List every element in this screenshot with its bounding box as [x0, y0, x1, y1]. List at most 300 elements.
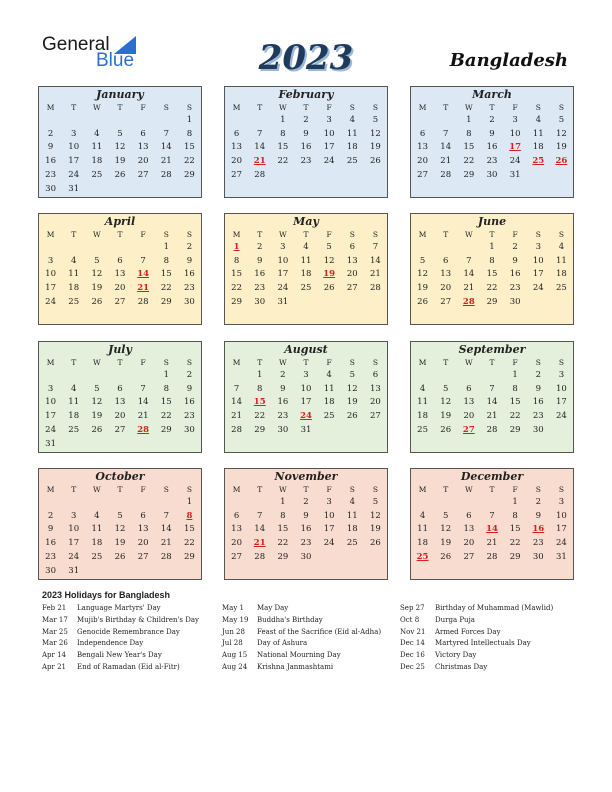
weekday-header: W [92, 229, 101, 239]
weekday-header: T [71, 357, 77, 367]
month-name: March [472, 88, 512, 101]
month-may [224, 213, 388, 325]
holiday-row [222, 616, 381, 628]
weekday-header: M [46, 102, 55, 112]
day-cell: 28 [231, 425, 242, 436]
day-cell: 31 [509, 170, 521, 181]
day-cell: 11 [346, 128, 358, 139]
day-cell: 16 [486, 142, 498, 153]
day-cell: 5 [419, 255, 426, 266]
day-cell: 21 [160, 538, 172, 549]
day-cell: 6 [233, 510, 240, 521]
day-cell: 16 [532, 397, 544, 408]
day-cell: 4 [558, 241, 565, 252]
day-cell: 17 [323, 142, 335, 153]
holiday-date: Dec 25 [400, 662, 425, 671]
day-cell: 11 [346, 510, 358, 521]
day-cell: 31 [300, 425, 312, 436]
day-cell: 2 [303, 496, 309, 507]
weekday-header: T [303, 484, 309, 494]
day-cell: 7 [443, 128, 449, 139]
holiday-name: May Day [257, 604, 289, 612]
holiday-row [222, 651, 381, 663]
day-cell: 19 [114, 538, 126, 549]
day-cell: 31 [556, 552, 567, 563]
holiday-row [222, 628, 381, 640]
day-cell: 16 [254, 269, 266, 280]
day-cell: 5 [94, 383, 100, 394]
holiday-date: Sep 27 [400, 604, 425, 612]
day-cell: 12 [370, 128, 381, 139]
weekday-header: T [257, 102, 263, 112]
day-cell: 22 [254, 411, 266, 422]
weekday-header: W [278, 357, 287, 367]
day-cell: 4 [535, 114, 541, 125]
day-cell: 2 [186, 369, 193, 380]
weekday-header: W [92, 357, 101, 367]
day-cell: 2 [47, 128, 54, 139]
day-cell: 5 [372, 114, 379, 125]
weekday-header: T [257, 229, 263, 239]
day-cell: 23 [45, 552, 56, 563]
day-cell: 26 [91, 425, 103, 436]
holiday-name: Buddha's Birthday [257, 615, 323, 624]
holiday-name: Durga Puja [435, 615, 475, 624]
holiday-date: Apr 21 [42, 662, 67, 671]
day-cell: 24 [532, 283, 544, 294]
weekday-header: T [117, 357, 123, 367]
day-cell: 1 [163, 241, 169, 252]
month-name: November [274, 470, 338, 483]
holiday-column [42, 604, 199, 675]
day-cell: 2 [535, 369, 541, 380]
day-cell: 11 [68, 269, 80, 280]
day-cell: 20 [137, 538, 149, 549]
day-cell: 28 [254, 170, 266, 181]
day-cell: 8 [163, 383, 169, 394]
day-cell: 3 [512, 114, 518, 125]
day-cell: 28 [254, 552, 266, 563]
weekday-header: W [278, 102, 287, 112]
day-cell: 27 [370, 411, 381, 422]
day-cell: 7 [163, 128, 169, 139]
weekday-header: M [232, 357, 241, 367]
day-cell: 15 [277, 142, 289, 153]
weekday-header: S [186, 357, 192, 367]
day-cell: 15 [184, 524, 195, 535]
day-cell: 26 [114, 552, 126, 563]
day-cell: 23 [486, 156, 498, 167]
weekday-header: F [326, 357, 332, 367]
holiday-day-cell: 1 [233, 241, 240, 252]
day-cell: 19 [91, 411, 103, 422]
day-cell: 28 [370, 283, 381, 294]
day-cell: 13 [231, 142, 242, 153]
weekday-header: M [418, 484, 427, 494]
day-cell: 8 [186, 128, 193, 139]
holiday-row [400, 604, 553, 616]
day-cell: 15 [160, 269, 172, 280]
day-cell: 6 [233, 128, 240, 139]
day-cell: 24 [323, 538, 335, 549]
day-cell: 8 [280, 510, 286, 521]
day-cell: 24 [556, 411, 567, 422]
day-cell: 2 [535, 496, 541, 507]
day-cell: 31 [277, 297, 289, 308]
day-cell: 10 [323, 510, 335, 521]
weekday-header: F [512, 102, 518, 112]
day-cell: 13 [231, 524, 242, 535]
weekday-header: S [372, 102, 378, 112]
weekday-header: M [46, 229, 55, 239]
day-cell: 11 [68, 397, 80, 408]
day-cell: 17 [323, 524, 335, 535]
month-april [38, 213, 202, 325]
day-cell: 27 [417, 170, 428, 181]
holiday-day-cell: 28 [462, 297, 475, 308]
day-cell: 7 [140, 383, 146, 394]
day-cell: 2 [512, 241, 518, 252]
weekday-header: S [349, 102, 355, 112]
day-cell: 12 [114, 142, 126, 153]
day-cell: 8 [233, 255, 240, 266]
weekday-header: W [464, 484, 473, 494]
day-cell: 9 [303, 510, 309, 521]
weekday-header: W [278, 229, 287, 239]
day-cell: 19 [114, 156, 126, 167]
day-cell: 6 [372, 369, 379, 380]
weekday-header: M [232, 102, 241, 112]
day-cell: 26 [440, 552, 452, 563]
month-name: May [293, 215, 319, 228]
day-cell: 20 [231, 538, 242, 549]
weekday-header: W [92, 484, 101, 494]
day-cell: 18 [532, 142, 544, 153]
day-cell: 5 [94, 255, 100, 266]
day-cell: 13 [114, 397, 126, 408]
day-cell: 1 [280, 496, 286, 507]
day-cell: 26 [346, 411, 358, 422]
day-cell: 27 [440, 297, 452, 308]
day-cell: 17 [556, 397, 567, 408]
weekday-header: T [117, 102, 123, 112]
holiday-row [400, 663, 553, 675]
day-cell: 28 [440, 170, 452, 181]
weekday-header: T [303, 357, 309, 367]
holiday-name: Genocide Remembrance Day [77, 627, 180, 636]
day-cell: 24 [68, 552, 80, 563]
day-cell: 29 [184, 170, 195, 181]
day-cell: 16 [300, 524, 312, 535]
weekday-header: M [418, 102, 427, 112]
weekday-header: T [489, 357, 495, 367]
holiday-date: Mar 26 [42, 639, 68, 648]
weekday-header: T [71, 484, 77, 494]
day-cell: 5 [117, 510, 123, 521]
day-cell: 28 [486, 552, 498, 563]
day-cell: 3 [47, 255, 54, 266]
day-cell: 13 [463, 524, 475, 535]
day-cell: 11 [417, 524, 428, 535]
weekday-header: W [278, 484, 287, 494]
day-cell: 5 [443, 383, 449, 394]
day-cell: 29 [160, 425, 172, 436]
month-december [410, 468, 574, 580]
day-cell: 15 [509, 397, 521, 408]
day-cell: 20 [137, 156, 149, 167]
month-name: April [104, 215, 136, 228]
day-cell: 5 [326, 241, 332, 252]
day-cell: 12 [323, 255, 335, 266]
day-cell: 25 [91, 170, 103, 181]
weekday-header: T [489, 484, 495, 494]
day-cell: 29 [486, 297, 498, 308]
day-cell: 13 [463, 397, 475, 408]
day-cell: 24 [45, 297, 56, 308]
day-cell: 26 [440, 425, 452, 436]
day-cell: 13 [417, 142, 428, 153]
day-cell: 21 [440, 156, 452, 167]
holiday-name: Martyred Intellectuals Day [435, 639, 531, 648]
day-cell: 16 [509, 269, 521, 280]
day-cell: 2 [257, 241, 263, 252]
weekday-header: F [326, 484, 332, 494]
day-cell: 25 [417, 425, 428, 436]
day-cell: 18 [417, 411, 428, 422]
day-cell: 3 [47, 383, 54, 394]
weekday-header: W [464, 229, 473, 239]
day-cell: 22 [277, 156, 289, 167]
weekday-header: T [443, 357, 449, 367]
day-cell: 12 [370, 510, 381, 521]
weekday-header: T [303, 229, 309, 239]
weekday-header: S [349, 229, 355, 239]
day-cell: 7 [466, 255, 472, 266]
day-cell: 20 [440, 283, 452, 294]
holiday-name: End of Ramadan (Eid al-Fitr) [77, 662, 180, 671]
day-cell: 23 [509, 283, 521, 294]
day-cell: 22 [184, 156, 195, 167]
weekday-header: S [163, 357, 169, 367]
day-cell: 25 [346, 538, 358, 549]
day-cell: 29 [184, 552, 195, 563]
day-cell: 31 [45, 438, 56, 449]
weekday-header: S [186, 229, 192, 239]
weekday-header: T [303, 102, 309, 112]
holiday-date: Dec 16 [400, 651, 425, 660]
day-cell: 9 [186, 383, 193, 394]
month-name: February [278, 88, 334, 101]
day-cell: 6 [117, 383, 123, 394]
holiday-day-cell: 15 [253, 397, 266, 408]
holiday-day-cell: 26 [555, 156, 568, 167]
weekday-header: F [326, 102, 332, 112]
month-january [38, 86, 202, 198]
day-cell: 10 [532, 255, 544, 266]
day-cell: 10 [300, 383, 312, 394]
day-cell: 25 [323, 411, 335, 422]
day-cell: 1 [489, 241, 495, 252]
day-cell: 17 [556, 524, 567, 535]
day-cell: 30 [509, 297, 521, 308]
day-cell: 7 [257, 510, 263, 521]
holiday-date: Nov 21 [400, 627, 426, 636]
day-cell: 1 [186, 496, 193, 507]
day-cell: 23 [300, 538, 312, 549]
day-cell: 8 [512, 383, 518, 394]
day-cell: 5 [443, 510, 449, 521]
holiday-day-cell: 14 [486, 524, 498, 535]
holiday-date: Feb 21 [42, 604, 67, 612]
day-cell: 14 [254, 524, 266, 535]
day-cell: 4 [419, 383, 426, 394]
weekday-header: T [443, 484, 449, 494]
holiday-row [42, 651, 199, 663]
day-cell: 10 [509, 128, 521, 139]
day-cell: 17 [300, 397, 312, 408]
day-cell: 8 [489, 255, 495, 266]
day-cell: 30 [300, 552, 312, 563]
day-cell: 4 [303, 241, 309, 252]
holiday-date: May 1 [222, 604, 244, 612]
day-cell: 19 [556, 142, 567, 153]
day-cell: 16 [184, 397, 195, 408]
day-cell: 23 [45, 170, 56, 181]
day-cell: 9 [47, 142, 54, 153]
day-cell: 7 [489, 510, 495, 521]
day-cell: 3 [71, 510, 77, 521]
holiday-day-cell: 19 [323, 269, 336, 280]
day-cell: 30 [45, 183, 56, 194]
day-cell: 6 [466, 510, 472, 521]
day-cell: 14 [254, 142, 266, 153]
day-cell: 7 [233, 383, 240, 394]
day-cell: 17 [45, 411, 56, 422]
day-cell: 24 [509, 156, 521, 167]
holiday-day-cell: 21 [253, 538, 266, 549]
day-cell: 19 [91, 283, 103, 294]
holiday-day-cell: 17 [509, 142, 522, 153]
day-cell: 30 [532, 425, 544, 436]
day-cell: 23 [532, 411, 544, 422]
day-cell: 29 [160, 297, 172, 308]
day-cell: 4 [94, 128, 100, 139]
day-cell: 18 [556, 269, 567, 280]
day-cell: 29 [509, 425, 521, 436]
day-cell: 18 [91, 538, 103, 549]
day-cell: 8 [163, 255, 169, 266]
day-cell: 25 [300, 283, 312, 294]
holiday-date: Oct 8 [400, 615, 420, 624]
holiday-row [222, 663, 381, 675]
day-cell: 11 [300, 255, 312, 266]
weekday-header: T [489, 102, 495, 112]
day-cell: 15 [160, 397, 172, 408]
day-cell: 14 [463, 269, 475, 280]
weekday-header: T [117, 484, 123, 494]
weekday-header: F [326, 229, 332, 239]
day-cell: 12 [417, 269, 428, 280]
day-cell: 6 [140, 128, 146, 139]
weekday-header: T [443, 229, 449, 239]
day-cell: 1 [512, 369, 518, 380]
day-cell: 16 [45, 156, 56, 167]
day-cell: 21 [370, 269, 381, 280]
day-cell: 17 [532, 269, 544, 280]
day-cell: 23 [184, 411, 195, 422]
holiday-name: Armed Forces Day [435, 627, 501, 636]
holiday-date: Mar 17 [42, 615, 68, 624]
day-cell: 20 [463, 411, 475, 422]
day-cell: 20 [463, 538, 475, 549]
holiday-row [42, 604, 199, 616]
holiday-row [222, 604, 381, 616]
holiday-date: May 19 [222, 615, 249, 624]
day-cell: 11 [417, 397, 428, 408]
holiday-column [222, 604, 381, 675]
weekday-header: S [349, 357, 355, 367]
weekday-header: W [92, 102, 101, 112]
day-cell: 5 [349, 369, 355, 380]
day-cell: 23 [254, 283, 266, 294]
weekday-header: S [558, 102, 564, 112]
weekday-header: M [46, 484, 55, 494]
day-cell: 10 [68, 142, 80, 153]
month-name: October [95, 470, 145, 483]
month-name: January [96, 88, 144, 101]
day-cell: 12 [91, 397, 103, 408]
holiday-day-cell: 16 [532, 524, 545, 535]
day-cell: 8 [466, 128, 472, 139]
day-cell: 4 [326, 369, 332, 380]
day-cell: 24 [45, 425, 56, 436]
weekday-header: T [71, 102, 77, 112]
day-cell: 23 [277, 411, 289, 422]
day-cell: 13 [370, 383, 381, 394]
day-cell: 24 [556, 538, 567, 549]
weekday-header: S [558, 357, 564, 367]
weekday-header: T [257, 484, 263, 494]
day-cell: 25 [68, 425, 80, 436]
holiday-name: Bengali New Year's Day [77, 651, 162, 660]
day-cell: 2 [303, 114, 309, 125]
day-cell: 25 [91, 552, 103, 563]
day-cell: 21 [160, 156, 172, 167]
day-cell: 9 [512, 255, 518, 266]
month-name: December [460, 470, 524, 483]
holiday-name: Victory Day [435, 651, 477, 660]
day-cell: 19 [440, 411, 452, 422]
year-title: 2023 [258, 38, 354, 78]
day-cell: 31 [68, 565, 80, 576]
day-cell: 18 [346, 524, 358, 535]
weekday-header: S [186, 102, 192, 112]
holiday-date: Mar 25 [42, 627, 68, 636]
day-cell: 4 [71, 255, 77, 266]
month-name: August [284, 343, 328, 356]
holiday-day-cell: 8 [186, 510, 193, 521]
month-september [410, 341, 574, 453]
day-cell: 1 [280, 114, 286, 125]
day-cell: 18 [346, 142, 358, 153]
holiday-row [400, 651, 553, 663]
weekday-header: F [512, 229, 518, 239]
day-cell: 11 [91, 524, 103, 535]
day-cell: 21 [231, 411, 242, 422]
day-cell: 27 [114, 425, 126, 436]
holiday-day-cell: 24 [300, 411, 312, 422]
day-cell: 15 [486, 269, 498, 280]
